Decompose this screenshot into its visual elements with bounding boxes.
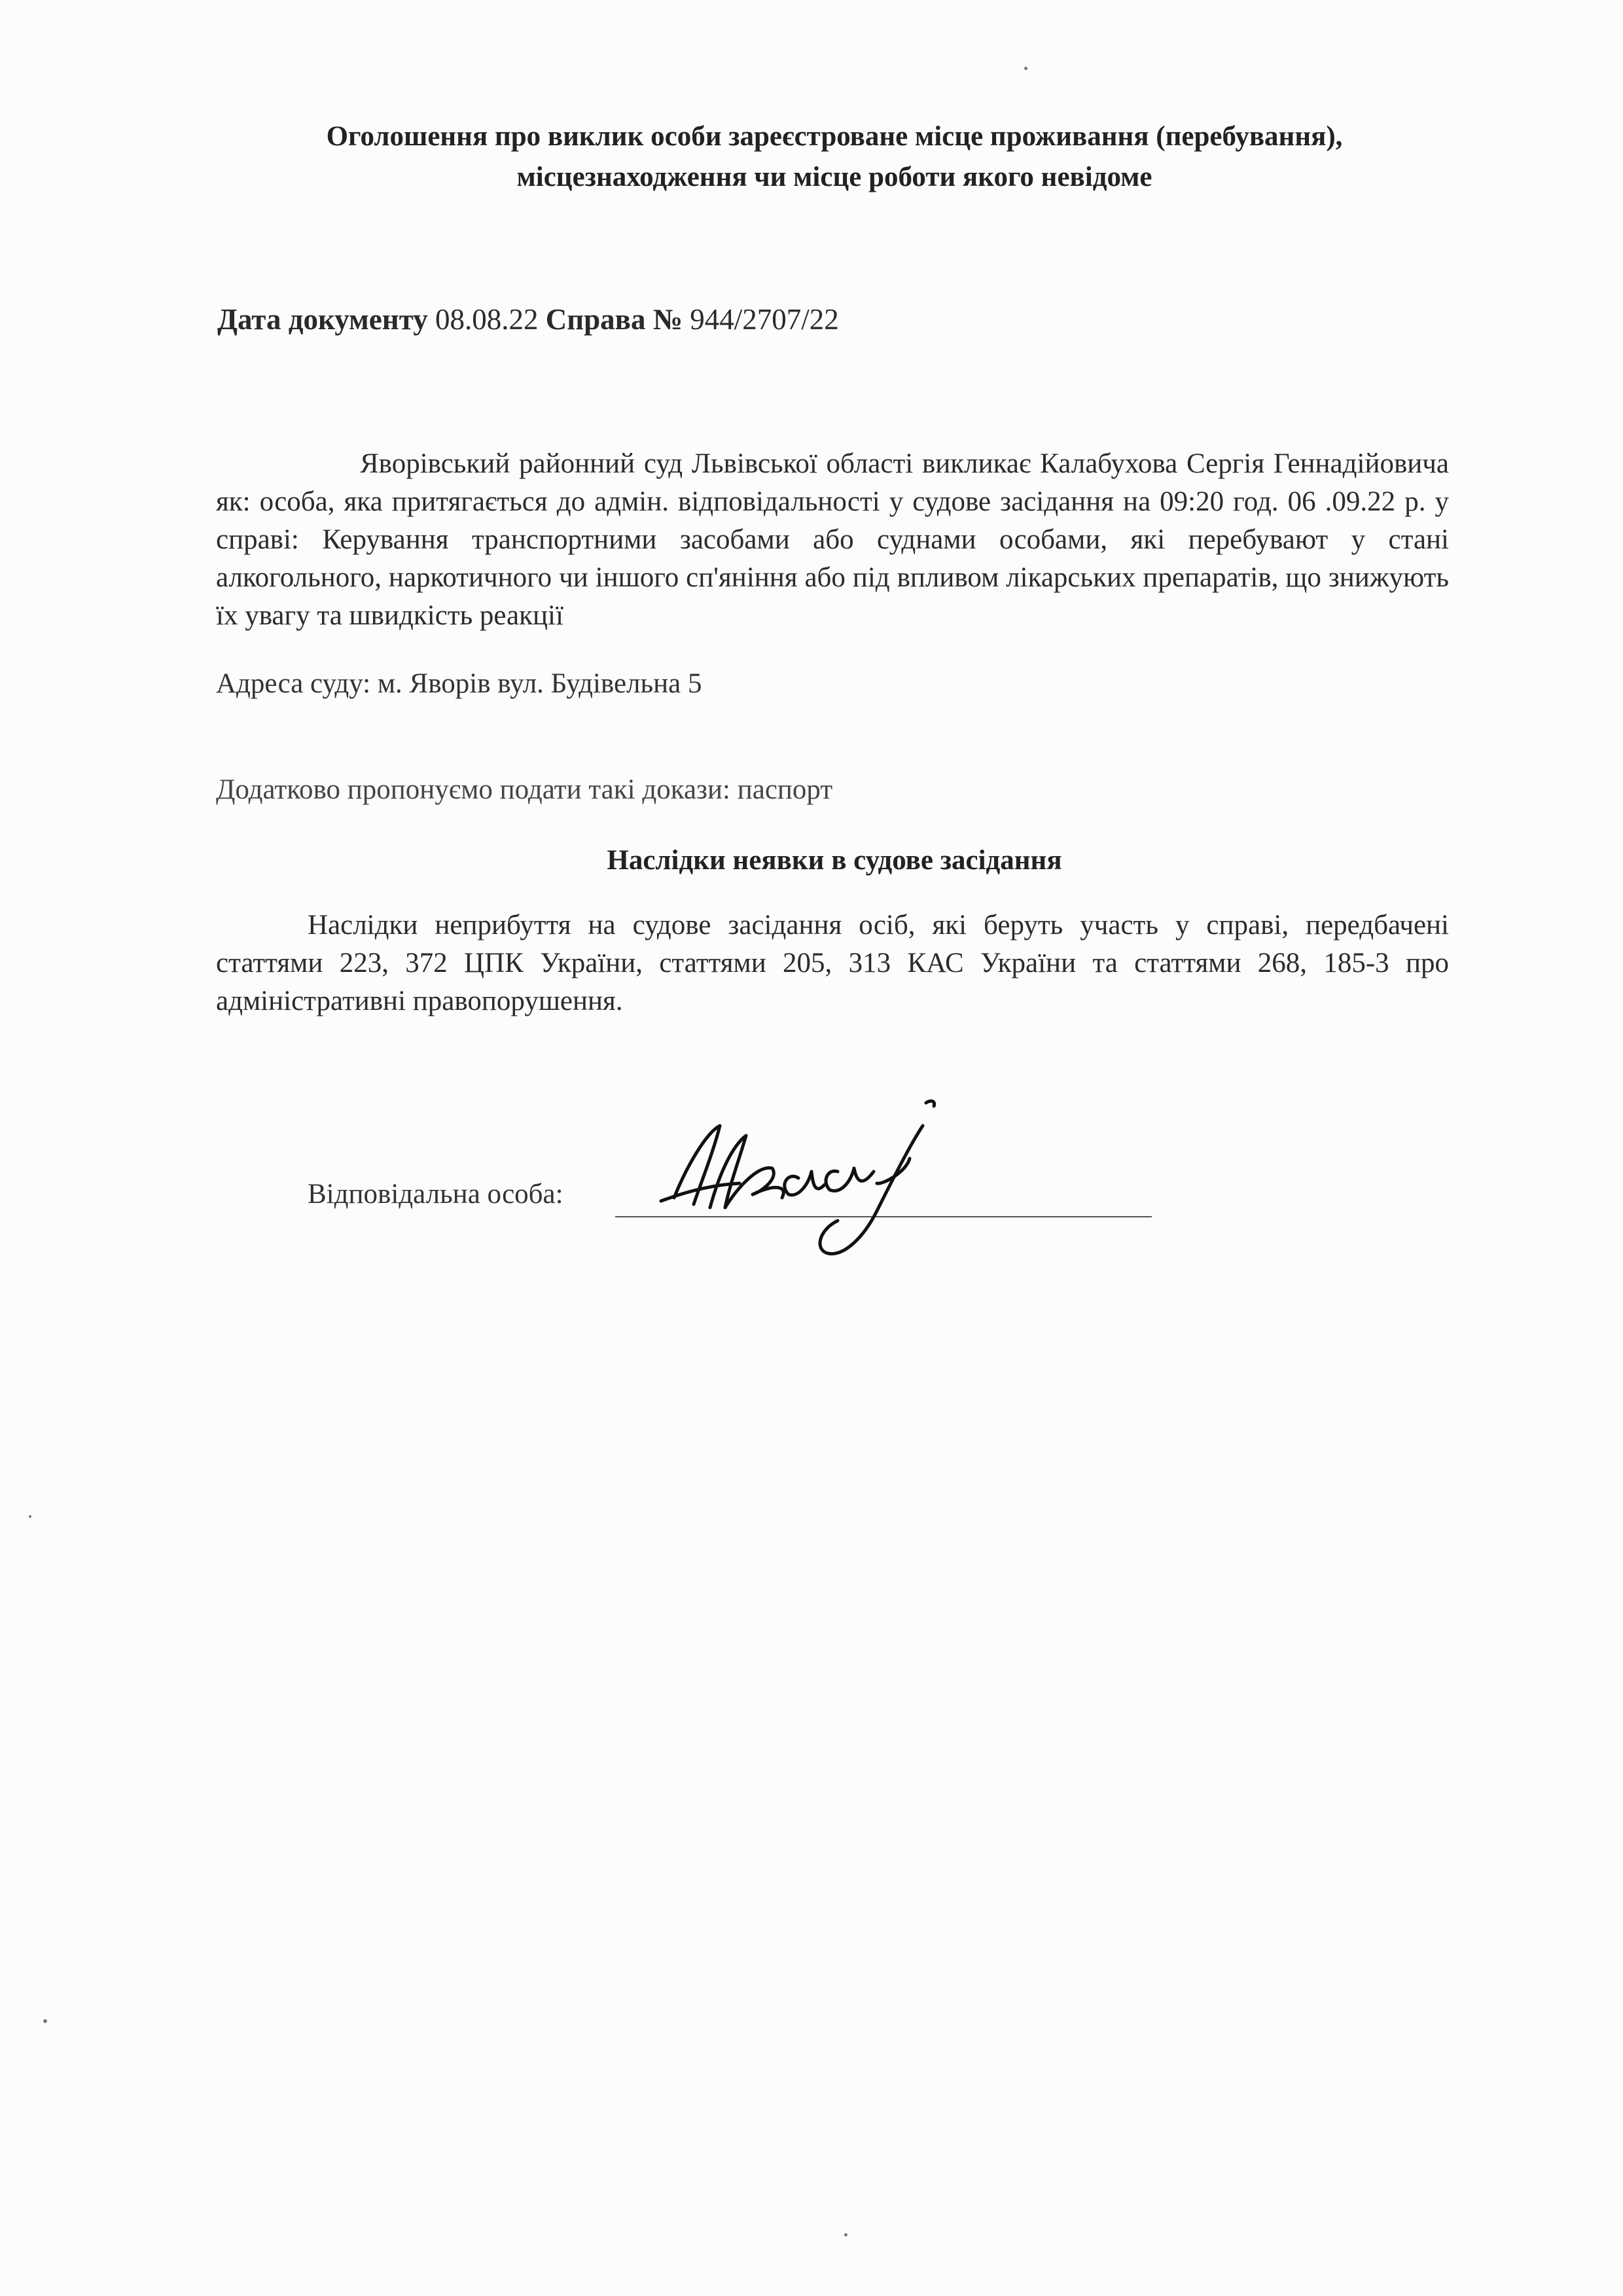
scan-speck	[1024, 67, 1027, 70]
scan-speck	[43, 2019, 47, 2023]
scan-speck	[29, 1515, 31, 1518]
document-meta	[217, 302, 839, 336]
consequences-heading: Наслідки неявки в судове засідання	[607, 845, 1062, 876]
title-line-1: Оголошення про виклик особи зареєстроване місце проживання (перебування),	[326, 121, 1343, 152]
handwritten-signature	[648, 1086, 988, 1283]
case-value: 944/2707/22	[690, 303, 839, 336]
summons-paragraph: Яворівський районний суд Львівської області викликає Калабухова Сергія Геннадійовича як: особа, яка притягається до адмін. відповідальності у судове засідання на 09:20 год. 06 .09.22 р. у справі: Керування транспортними засобами або суднами особами, які перебувают у стані алкогольного, наркотичного чи іншого сп'яніння або під впливом лікарських препаратів, що знижують їх увагу та швидкість реакції	[216, 448, 1449, 631]
title-line-2: місцезнаходження чи місце роботи якого невідоме	[516, 162, 1152, 192]
case-label: Справа №	[545, 303, 683, 336]
date-value: 08.08.22	[435, 303, 539, 336]
scan-speck	[844, 2233, 847, 2236]
responsible-person-label: Відповідальна особа:	[308, 1179, 563, 1210]
additional-evidence: Додатково пропонуємо подати такі докази: паспорт	[216, 774, 833, 805]
court-address: Адреса суду: м. Яворів вул. Будівельна 5	[216, 668, 702, 699]
document-title	[216, 117, 1453, 198]
consequences-paragraph: Наслідки неприбуття на судове засідання осіб, які беруть участь у справі, передбачені статтями 223, 372 ЦПК України, статтями 205, 313 КАС України та статтями 268, 185-3 про адміністративні правопорушення.	[216, 910, 1449, 1016]
date-label: Дата документу	[217, 303, 428, 336]
